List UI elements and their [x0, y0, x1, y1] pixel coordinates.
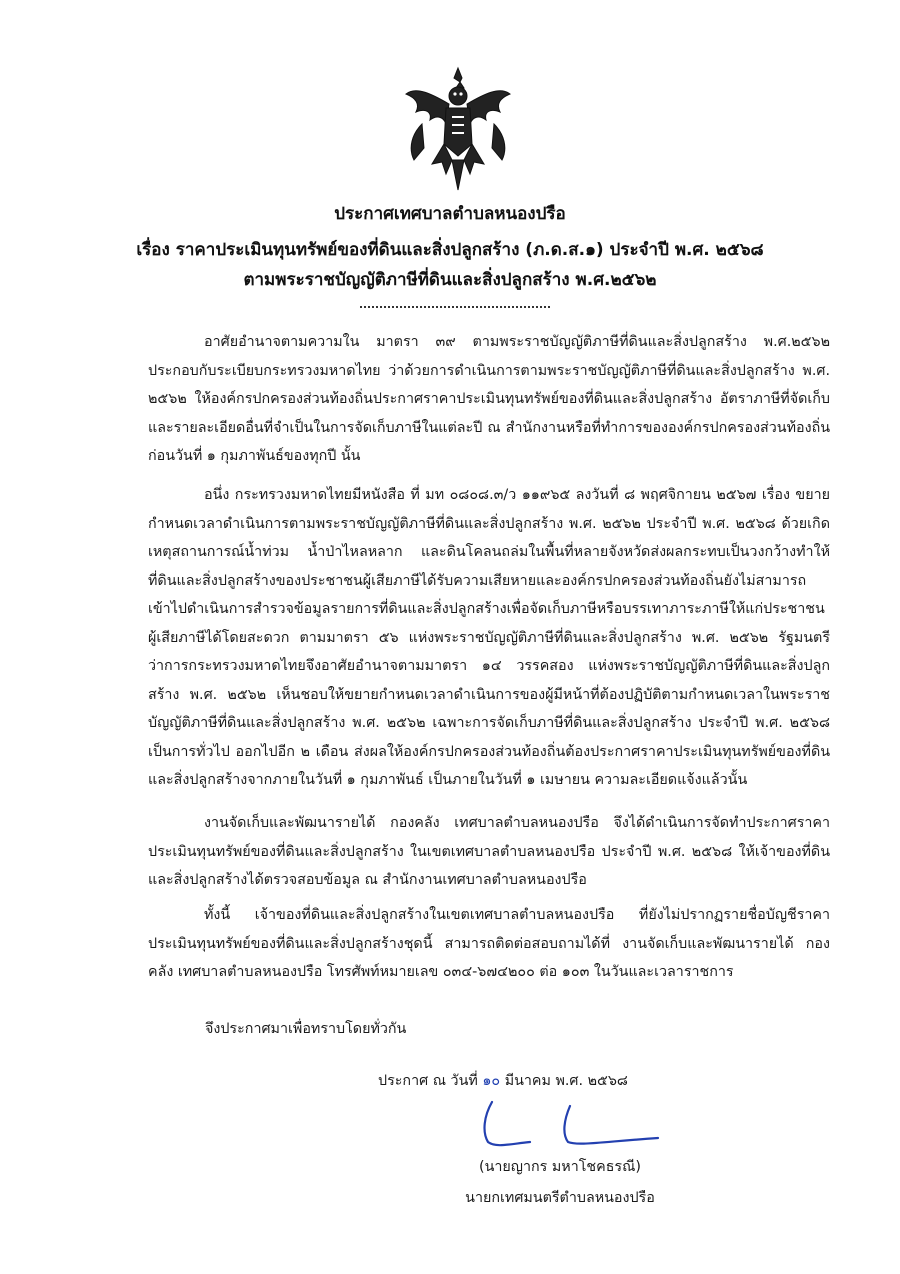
announcement-title: ประกาศเทศบาลตำบลหนองปรือ	[334, 204, 566, 224]
signatory-name: (นายญากร มหาโชคธรณี)	[479, 1159, 641, 1175]
announce-prefix: ประกาศ ณ วันที่	[378, 1073, 478, 1089]
paragraph-ministry-letter: อนึ่ง กระทรวงมหาดไทยมีหนังสือ ที่ มท ๐๘๐๘.๓/ว ๑๑๙๖๕ ลงวันที่ ๘ พฤศจิกายน ๒๕๖๗ เรื่อง ขยายกำหนดเวลาดำเนินการตามพระราชบัญญัติภาษีที่ดินและสิ่งปลูกสร้าง พ.ศ. ๒๕๖๒ ประจำปี พ.ศ. ๒๕๖๘ ด้วยเกิดเหตุสถานการณ์น้ำท่วม น้ำป่าไหลหลาก และดินโคลนถล่มในพื้นที่หลายจังหวัดส่งผลกระทบเป็นวงกว้างทำให้ที่ดินและสิ่งปลูกสร้างของประชาชนผู้เสียภาษีได้รับความเสียหายและองค์กรปกครองส่วนท้องถิ่นยังไม่สามารถเข้าไปดำเนินการสำรวจข้อมูลรายการที่ดินและสิ่งปลูกสร้างเพื่อจัดเก็บภาษีหรือบรรเทาภาระภาษีให้แก่ประชาชนผู้เสียภาษีได้โดยสะดวก ตามมาตรา ๕๖ แห่งพระราชบัญญัติภาษีที่ดินและสิ่งปลูกสร้าง พ.ศ. ๒๕๖๒ รัฐมนตรีว่าการกระทรวงมหาดไทยจึงอาศัยอำนาจตามมาตรา ๑๔ วรรคสอง แห่งพระราชบัญญัติภาษีที่ดินและสิ่งปลูกสร้าง พ.ศ. ๒๕๖๒ เห็นชอบให้ขยายกำหนดเวลาดำเนินการของผู้มีหน้าที่ต้องปฏิบัติตามกำหนดเวลาในพระราชบัญญัติภาษีที่ดินและสิ่งปลูกสร้าง พ.ศ. ๒๕๖๒ เฉพาะการจัดเก็บภาษีที่ดินและสิ่งปลูกสร้าง ประจำปี พ.ศ. ๒๕๖๘ เป็นการทั่วไป ออกไปอีก ๒ เดือน ส่งผลให้องค์กรปกครองส่วนท้องถิ่นต้องประกาศราคาประเมินทุนทรัพย์ของที่ดินและสิ่งปลูกสร้างจากภายในวันที่ ๑ กุมภาพันธ์ เป็นภายในวันที่ ๑ เมษายน ความละเอียดแจ้งแล้วนั้น	[148, 487, 830, 788]
dotted-divider	[360, 306, 550, 308]
garuda-emblem-icon	[402, 64, 514, 194]
closing-statement: จึงประกาศมาเพื่อทราบโดยทั่วกัน	[205, 1021, 407, 1037]
act-line: ตามพระราชบัญญัติภาษีที่ดินและสิ่งปลูกสร้าง พ.ศ.๒๕๖๒	[243, 270, 657, 290]
announce-month-year: มีนาคม พ.ศ. ๒๕๖๘	[504, 1073, 628, 1089]
announce-day: ๑๐	[482, 1073, 501, 1089]
paragraph-contact: ทั้งนี้ เจ้าของที่ดินและสิ่งปลูกสร้างในเขตเทศบาลตำบลหนองปรือ ที่ยังไม่ปรากฏรายชื่อบัญชีราคาประเมินทุนทรัพย์ของที่ดินและสิ่งปลูกสร้างชุดนี้ สามารถติดต่อสอบถามได้ที่ งานจัดเก็บและพัฒนารายได้ กองคลัง เทศบาลตำบลหนองปรือ โทรศัพท์หมายเลข ๐๓๔-๖๗๔๒๐๐ ต่อ ๑๐๓ ในวันและเวลาราชการ	[148, 907, 830, 980]
signatory-title: นายกเทศมนตรีตำบลหนองปรือ	[465, 1190, 655, 1206]
signature-icon	[470, 1094, 660, 1156]
paragraph-authority: อาศัยอำนาจตามความใน มาตรา ๓๙ ตามพระราชบัญญัติภาษีที่ดินและสิ่งปลูกสร้าง พ.ศ.๒๕๖๒ ประกอบกับระเบียบกระทรวงมหาดไทย ว่าด้วยการดำเนินการตามพระราชบัญญัติภาษีที่ดินและสิ่งปลูกสร้าง พ.ศ. ๒๕๖๒ ให้องค์กรปกครองส่วนท้องถิ่นประกาศราคาประเมินทุนทรัพย์ของที่ดินและสิ่งปลูกสร้าง อัตราภาษีที่จัดเก็บ และรายละเอียดอื่นที่จำเป็นในการจัดเก็บภาษีในแต่ละปี ณ สำนักงานหรือที่ทำการขององค์กรปกครองส่วนท้องถิ่นก่อนวันที่ ๑ กุมภาพันธ์ของทุกปี นั้น	[148, 334, 830, 464]
subject-line: เรื่อง ราคาประเมินทุนทรัพย์ของที่ดินและสิ่งปลูกสร้าง (ภ.ด.ส.๑) ประจำปี พ.ศ. ๒๕๖๘	[136, 240, 764, 260]
paragraph-revenue-section: งานจัดเก็บและพัฒนารายได้ กองคลัง เทศบาลตำบลหนองปรือ จึงได้ดำเนินการจัดทำประกาศราคาประเมินทุนทรัพย์ของที่ดินและสิ่งปลูกสร้าง ในเขตเทศบาลตำบลหนองปรือ ประจำปี พ.ศ. ๒๕๖๘ ให้เจ้าของที่ดินและสิ่งปลูกสร้างได้ตรวจสอบข้อมูล ณ สำนักงานเทศบาลตำบลหนองปรือ	[148, 815, 830, 888]
announce-date	[378, 1070, 628, 1092]
